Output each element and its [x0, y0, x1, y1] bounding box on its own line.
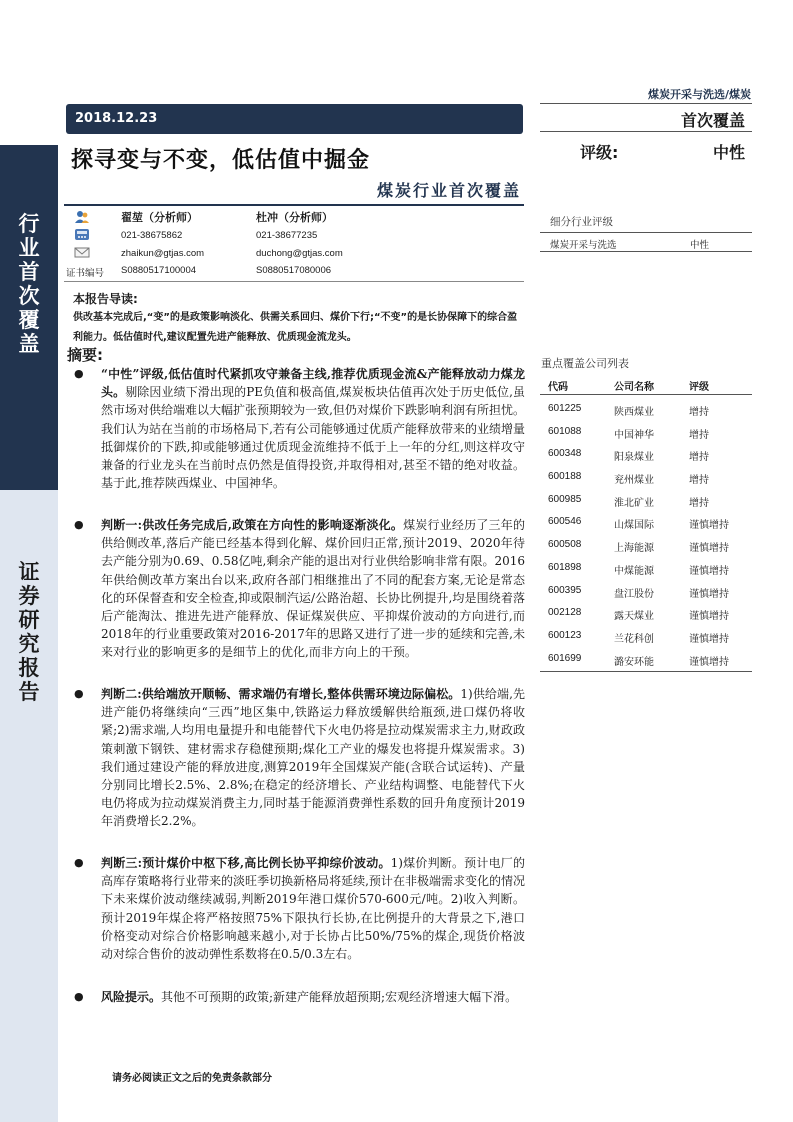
- bullet-icon: ●: [74, 990, 84, 1003]
- table-row: 600188 兖州煤业 增持: [548, 471, 709, 487]
- table-row: 600395 盘江股份 谨慎增持: [548, 584, 729, 600]
- column-header: 评级: [689, 382, 709, 393]
- table-row: 600508 上海能源 谨慎增持: [548, 539, 729, 555]
- analyst-name: 杜冲（分析师）: [256, 211, 333, 224]
- person-icon: [74, 210, 90, 223]
- rating-label: 评级:: [580, 143, 619, 162]
- summary-item: “中性”评级,低估值时代紧抓攻守兼备主线,推荐优质现金流&产能释放动力煤龙头。剔除因业绩下滑出现的PE负值和极高值,煤炭板块估值再次处于历史低位,虽然市场对供给端难以大幅扩张预期较为一致,但仍对煤价下跌影响利润有所担忧。我们认为站在当前的市场格局下,若有公司能够通过优质产能释放带来的业绩增量抵御煤价的下跌,抑或能够通过优质现金流维持不低于上一年的分红,则这样攻守兼备的行业龙头在当前时点仍然是值得投资,并取得相对,甚至不错的绝对收益。基于此,推荐陕西煤业、中国神华。: [101, 367, 525, 491]
- phone-icon: [74, 228, 90, 241]
- sub-industry-rating: 中性: [690, 240, 710, 251]
- company-list-title: 重点覆盖公司列表: [541, 357, 629, 370]
- summary-item: 风险提示。其他不可预期的政策;新建产能释放超预期;宏观经济增速大幅下滑。: [101, 990, 518, 1004]
- guide-body: 供改基本完成后,“变”的是政策影响淡化、供需关系回归、煤价下行;“不变”的是长协保障下的综合盈利能力。低估值时代,建议配置先进产能释放、优质现金流龙头。: [73, 312, 518, 343]
- analyst-email[interactable]: duchong@gtjas.com: [256, 248, 343, 259]
- divider: [540, 103, 752, 104]
- table-row: 601088 中国神华 增持: [548, 425, 709, 441]
- breadcrumb: 煤炭开采与洗选/煤炭: [647, 88, 751, 101]
- analyst-phone: 021-38677235: [256, 230, 318, 241]
- report-subtitle: 煤炭行业首次覆盖: [376, 181, 521, 200]
- table-row: 600123 兰花科创 谨慎增持: [548, 629, 729, 645]
- summary-item: 判断一:供改任务完成后,政策在方向性的影响逐渐淡化。煤炭行业经历了三年的供给侧改革,落后产能已经基本得到化解、煤价回归正常,预计2019、2020年待去产能分别为0.69、0.58亿吨,剩余产能的退出对行业供给影响非常有限。2016年供给侧改革方案出台以来,政府各部门相继推出了不同的配套方案,无论是常态化的环保督查和安全检查,抑或限制汽运/公路治超、长协比例提升,均是围绕着落后产能淘汰、推进先进产能释放、保证煤炭供应、平抑煤价波动的方向进行,而2018年的行业重要政策对2016-2017年的思路又进行了进一步的延续和完善,未来对行业的影响更多的是细节上的优化,而非方向上的干预。: [101, 518, 525, 660]
- bullet-icon: ●: [74, 856, 84, 869]
- table-row: 600985 淮北矿业 增持: [548, 493, 709, 509]
- analyst-name: 翟堃（分析师）: [121, 211, 198, 224]
- analyst-cert: S0880517100004: [121, 265, 197, 276]
- summary-item: 判断二:供给端放开顺畅、需求端仍有增长,整体供需环境边际偏松。1)供给端,先进产能仍将继续向“三西”地区集中,铁路运力释放缓解供给瓶颈,进口煤仍将收紧;2)需求端,人均用电量提升和电能替代下火电仍将是拉动煤炭需求主力,财政政策刺激下钢铁、建材需求存稳健预期;煤化工产业的爆发也将提升煤炭需求。3)我们通过建设产能的释放进度,测算2019年全国煤炭产能(含联合试运转)、产量分别同比增长2.5%、2.8%;在稳定的经济增长、产业结构调整、电能替代下火电仍将成为拉动煤炭消费主力,同时基于能源消费弹性系数的回升角度预计2019年消费增长2.2%。: [101, 687, 525, 829]
- date-bar: [66, 104, 523, 134]
- disclaimer: 请务必阅读正文之后的免责条款部分: [112, 1073, 272, 1084]
- bullet-icon: ●: [74, 518, 84, 531]
- table-row: 601225 陕西煤业 增持: [548, 403, 709, 418]
- coverage-label: 首次覆盖: [680, 111, 745, 130]
- column-header: 代码: [548, 382, 568, 393]
- analyst-email[interactable]: zhaikun@gtjas.com: [121, 248, 205, 259]
- divider: [540, 251, 752, 252]
- summary-title: 摘要:: [67, 346, 103, 364]
- mail-icon: [74, 246, 90, 259]
- table-row: 600348 阳泉煤业 增持: [548, 448, 709, 464]
- report-date: 2018.12.23: [75, 111, 158, 126]
- cert-label: 证书编号: [66, 268, 105, 279]
- rating-value: 中性: [712, 143, 745, 162]
- divider: [540, 232, 752, 233]
- divider: [540, 671, 752, 672]
- report-category-label: 行 业 首 次 覆 盖: [18, 212, 40, 356]
- report-title: 探寻变与不变，低估值中掘金: [71, 147, 371, 173]
- title-divider: [64, 204, 524, 206]
- divider: [64, 281, 524, 282]
- sub-industry-name: 煤炭开采与洗选: [550, 240, 617, 251]
- divider: [540, 131, 752, 132]
- table-row: 600546 山煤国际 谨慎增持: [548, 516, 729, 532]
- divider: [540, 394, 752, 395]
- bullet-icon: ●: [74, 687, 84, 700]
- table-row: 601699 潞安环能 谨慎增持: [548, 652, 729, 668]
- sub-industry-label: 细分行业评级: [550, 216, 613, 228]
- table-row: 002128 露天煤业 谨慎增持: [548, 607, 729, 623]
- bullet-icon: ●: [74, 367, 84, 380]
- summary-item: 判断三:预计煤价中枢下移,高比例长协平抑综价波动。1)煤价判断。预计电厂的高库存策略将行业带来的淡旺季切换新格局将延续,预计在非极端需求变化的情况下未来煤价波动继续减弱,判断2019年港口煤价570-600元/吨。2)收入判断。预计2019年煤企将严格按照75%下限执行长协,在比例提升的大背景之下,港口价格变动对综合价格影响越来越小,对于长协占比50%/75%的煤企,现货价格波动对综合售价的波动弹性系数将在0.5/0.3左右。: [101, 856, 525, 962]
- analyst-phone: 021-38675862: [121, 230, 183, 241]
- column-header: 公司名称: [614, 382, 654, 393]
- report-type-label: 证 券 研 究 报 告: [18, 560, 40, 704]
- guide-title: 本报告导读:: [73, 292, 138, 306]
- company-table: [540, 398, 752, 670]
- table-row: 601898 中煤能源 谨慎增持: [548, 561, 729, 577]
- analyst-cert: S0880517080006: [256, 265, 332, 276]
